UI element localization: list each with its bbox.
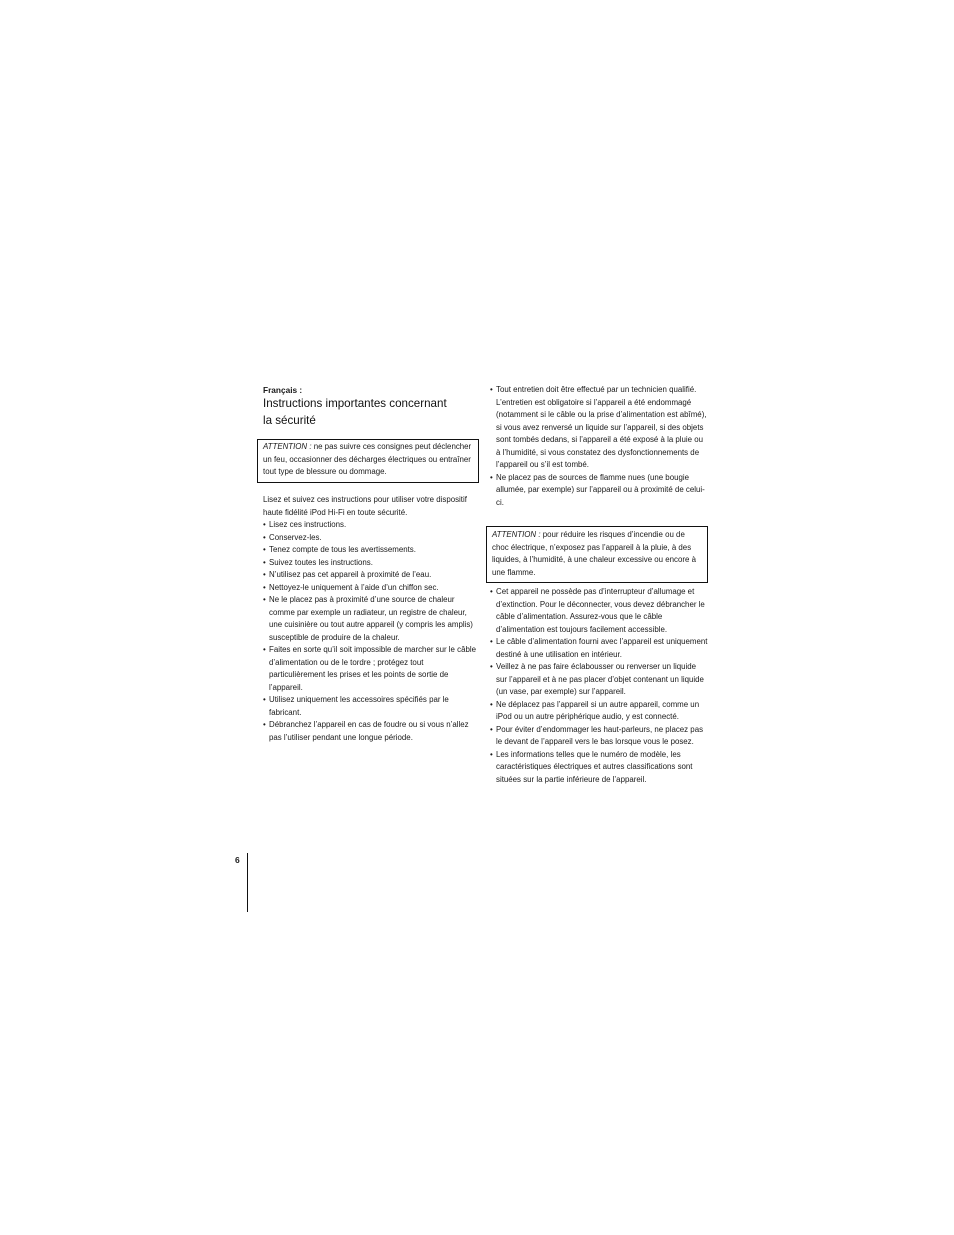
warning-text: pour réduire les risques d’incendie ou de choc électrique, n’exposez pas l’appareil à la pluie, à des liquides, à l’humidité, à une chaleur excessive ou encore à une flamme. xyxy=(492,530,696,577)
list-item: • Ne déplacez pas l’appareil si un autre appareil, comme un iPod ou un autre périphérique audio, y est connecté. xyxy=(490,699,708,724)
list-item: • Utilisez uniquement les accessoires spécifiés par le fabricant. xyxy=(263,694,479,719)
list-item: • Tenez compte de tous les avertissements. xyxy=(263,544,479,557)
list-item: • Cet appareil ne possède pas d’interrupteur d’allumage et d’extinction. Pour le déconnecter, vous devez débrancher le câble d’alimentation. Assurez-vous que le câble d’alimentation est toujours facilement accessible. xyxy=(490,586,708,636)
list-item: • Tout entretien doit être effectué par un technicien qualifié. L’entretien est obligatoire si l’appareil a été endommagé (notamment si le câble ou la prise d’alimentation est abîmé), si vous avez renversé un liquide sur l’appareil, si des objets sont tombés dedans, si l’appareil a été exposé à la pluie ou à l’humidité, si vous constatez des dysfonctionnements de l’appareil ou s’il est tombé. xyxy=(490,384,708,472)
page-divider xyxy=(247,853,248,912)
warning-label: ATTENTION : xyxy=(263,442,312,451)
intro-paragraph: Lisez et suivez ces instructions pour utiliser votre dispositif haute fidélité iPod Hi-Fi en toute sécurité. xyxy=(263,495,467,517)
warning-box-2 xyxy=(486,526,708,583)
list-item: • Ne le placez pas à proximité d’une source de chaleur comme par exemple un radiateur, un registre de chaleur, une cuisinière ou tout autre appareil (y compris les amplis) susceptible de produire de la chaleur. xyxy=(263,594,479,644)
title-line-2: la sécurité xyxy=(263,413,316,427)
left-bullet-list xyxy=(263,519,479,744)
page-number: 6 xyxy=(235,855,240,865)
page-title xyxy=(263,396,479,429)
list-item: • N’utilisez pas cet appareil à proximité de l’eau. xyxy=(263,569,479,582)
list-item: • Veillez à ne pas faire éclabousser ou renverser un liquide sur l’appareil et à ne pas placer d’objet contenant un liquide (un vase, par exemple) sur l’appareil. xyxy=(490,661,708,699)
list-item: • Pour éviter d’endommager les haut-parleurs, ne placez pas le devant de l’appareil vers le bas lorsque vous le posez. xyxy=(490,724,708,749)
title-line-1: Instructions importantes concernant xyxy=(263,397,447,410)
list-item: • Ne placez pas de sources de flamme nues (une bougie allumée, par exemple) sur l’appareil ou à proximité de celui-ci. xyxy=(490,472,708,510)
list-item: • Débranchez l’appareil en cas de foudre ou si vous n’allez pas l’utiliser pendant une longue période. xyxy=(263,719,479,744)
list-item: • Les informations telles que le numéro de modèle, les caractéristiques électriques et autres classifications sont situées sur la partie inférieure de l’appareil. xyxy=(490,749,708,787)
warning-label: ATTENTION : xyxy=(492,530,541,539)
warning-text: ne pas suivre ces consignes peut déclencher un feu, occasionner des décharges électriques ou entraîner tout type de blessure ou dommage. xyxy=(263,442,472,476)
right-bullet-list-top xyxy=(490,384,708,509)
list-item: • Suivez toutes les instructions. xyxy=(263,557,479,570)
language-label: Français : xyxy=(263,385,303,395)
warning-box-1 xyxy=(257,439,479,483)
list-item: • Faites en sorte qu’il soit impossible de marcher sur le câble d’alimentation ou de le tordre ; protégez tout particulièrement les prises et les points de sortie de l’appareil. xyxy=(263,644,479,694)
left-column xyxy=(263,384,479,744)
right-bullet-list-bottom xyxy=(490,586,708,786)
list-item: • Conservez-les. xyxy=(263,532,479,545)
list-item: • Nettoyez-le uniquement à l’aide d’un chiffon sec. xyxy=(263,582,479,595)
list-item: • Lisez ces instructions. xyxy=(263,519,479,532)
list-item: • Le câble d’alimentation fourni avec l’appareil est uniquement destiné à une utilisation en intérieur. xyxy=(490,636,708,661)
